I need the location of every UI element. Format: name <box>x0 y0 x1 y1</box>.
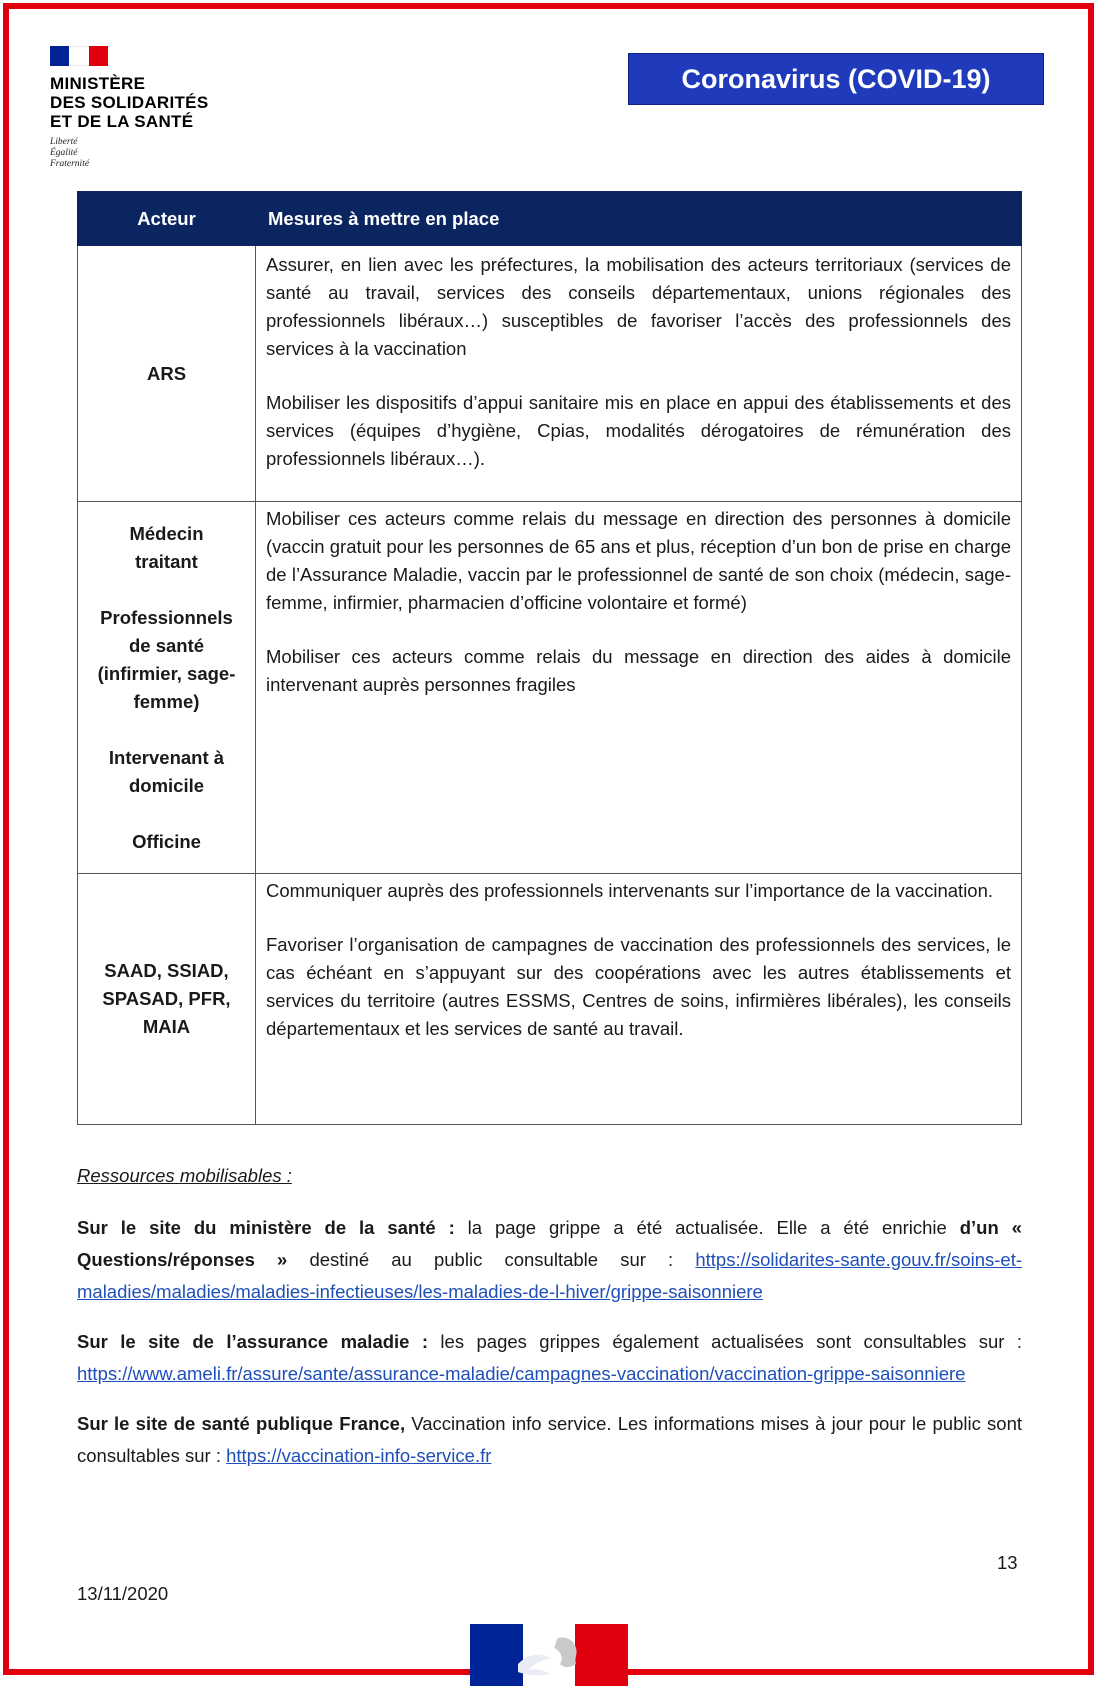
marianne-emblem-icon <box>470 1624 628 1686</box>
measure-text: Mobiliser ces acteurs comme relais du message en direction des personnes à domicile (vaccin gratuit pour les personnes de 65 ans et plus, réception d’un bon de prise en charge de l’Assurance Maladie, vaccin par le professionnel de santé de son choix (médecin, sage-femme, infirmier, pharmacien d’officine volontaire et formé) <box>266 508 1011 613</box>
marianne-flag-icon <box>50 46 108 66</box>
republic-motto: Liberté Égalité Fraternité <box>50 137 90 169</box>
actor-cell: ARS <box>78 246 256 502</box>
resources-heading: Ressources mobilisables : <box>77 1165 292 1186</box>
measure-cell <box>256 502 1022 874</box>
document-date: 13/11/2020 <box>77 1583 169 1604</box>
measure-text: Mobiliser les dispositifs d’appui sanitaire mis en place en appui des établissements et des services (équipes d’hygiène, Cpias, modalités dérogatoires de rémunération des professionnels libéraux…). <box>266 392 1011 469</box>
ministry-logo <box>50 46 250 170</box>
vaccination-info-link[interactable]: https://vaccination-info-service.fr <box>226 1445 492 1466</box>
measure-cell <box>256 874 1022 1125</box>
actor-cell: Médecin traitant Professionnels de santé (infirmier, sage- femme) Intervenant à domicile Officine <box>78 502 256 874</box>
resource-ameli: Sur le site de l’assurance maladie : les pages grippes également actualisées sont consultables sur : https://www.ameli.fr/assure/sante/assurance-maladie/campagnes-vaccination/vaccination-grippe-saisonniere <box>77 1331 1022 1384</box>
measure-text: Favoriser l’organisation de campagnes de vaccination des professionnels des services, le cas échéant en s’appuyant sur des coopérations avec les autres établissements et services du territoire (autres ESSMS, Centres de soins, infirmières libérales), les conseils départementaux et les services de santé au travail. <box>266 934 1011 1039</box>
measure-text: Communiquer auprès des professionnels intervenants sur l’importance de la vaccination. <box>266 880 994 901</box>
measure-cell <box>256 246 1022 502</box>
actor-cell: SAAD, SSIAD, SPASAD, PFR, MAIA <box>78 874 256 1125</box>
page-number: 13 <box>997 1552 1018 1573</box>
column-header-actor: Acteur <box>78 192 256 246</box>
measure-text: Assurer, en lien avec les préfectures, la mobilisation des acteurs territoriaux (services de santé au travail, services des conseils départementaux, unions régionales des professionnels libéraux…) susceptibles de favoriser l’accès des professionnels des services à la vaccination <box>266 254 1011 359</box>
table-row <box>78 874 1022 1125</box>
covid-badge: Coronavirus (COVID-19) <box>628 53 1044 105</box>
resources-section <box>77 1160 1022 1490</box>
table-row <box>78 502 1022 874</box>
resource-ministry: Sur le site du ministère de la santé : la page grippe a été actualisée. Elle a été enrichie d’un « Questions/réponses » destiné au public consultable sur : https://solidarites-sante.gouv.fr/soins-et-maladies/maladies/maladies-infectieuses/les-maladies-de-l-hiver/grippe-saisonniere <box>77 1217 1022 1302</box>
resource-spf: Sur le site de santé publique France, Vaccination info service. Les informations mises à jour pour le public sont consultables sur : https://vaccination-info-service.fr <box>77 1413 1022 1466</box>
measure-text: Mobiliser ces acteurs comme relais du message en direction des aides à domicile intervenant auprès personnes fragiles <box>266 646 1011 695</box>
measures-table <box>77 191 1022 1125</box>
column-header-measures: Mesures à mettre en place <box>256 192 1022 246</box>
ministry-link[interactable]: https://solidarites-sante.gouv.fr/soins-et-maladies/maladies/maladies-infectieuses/les-maladies-de-l-hiver/grippe-saisonniere <box>77 1249 1022 1302</box>
table-header-row <box>78 192 1022 246</box>
ministry-name: MINISTÈRE DES SOLIDARITÉS ET DE LA SANTÉ <box>50 74 209 131</box>
table-row <box>78 246 1022 502</box>
ameli-link[interactable]: https://www.ameli.fr/assure/sante/assurance-maladie/campagnes-vaccination/vaccination-grippe-saisonniere <box>77 1363 966 1384</box>
